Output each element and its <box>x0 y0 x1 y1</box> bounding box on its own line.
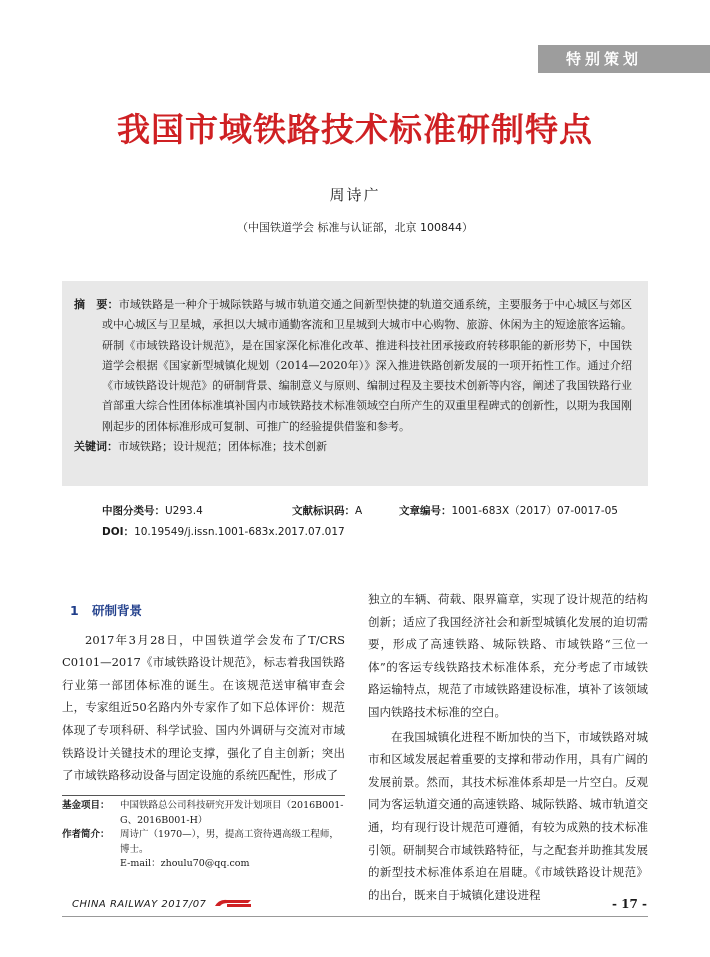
fund-row <box>62 799 345 828</box>
clc-label: 中图分类号： <box>102 505 165 517</box>
section-heading <box>62 600 345 623</box>
abstract-label: 摘 要： <box>74 298 119 311</box>
author-bio: 周诗广（1970—），男，提高工资待遇高级工程师，博士。 <box>120 829 339 855</box>
section-title: 研制背景 <box>92 603 143 618</box>
body-paragraph: 独立的车辆、荷载、限界篇章，实现了设计规范的结构创新；适应了我国经济社会和新型城镇化发展的迫切需要，形成了高速铁路、城际铁路、市域铁路“三位一体”的客运专线铁路技术标准体系，充分考虑了市域铁路运输特点，规范了市域铁路建设标准，填补了该领域国内铁路技术标准的空白。 <box>368 592 648 719</box>
doc-code-value: A <box>355 505 363 517</box>
keywords-line <box>74 437 632 457</box>
author-bio-text <box>120 828 345 872</box>
section-tag: 特别策划 <box>538 45 710 73</box>
clc-value: U293.4 <box>165 505 203 517</box>
doc-code-label: 文献标识码： <box>292 505 355 517</box>
article-title: 我国市域铁路技术标准研制特点 <box>117 110 593 149</box>
author-bio-label: 作者简介： <box>62 829 110 841</box>
author-name: 周诗广 <box>329 186 381 204</box>
footer-journal: CHINA RAILWAY 2017/07 <box>72 899 207 910</box>
doi-field <box>102 524 345 539</box>
doc-code-field <box>292 503 362 518</box>
author-bio-row <box>62 828 345 872</box>
keywords-text: 市域铁路；设计规范；团体标准；技术创新 <box>118 440 327 454</box>
footnote <box>62 799 345 872</box>
body-column-right <box>368 588 648 906</box>
doi-value: 10.19549/j.issn.1001-683x.2017.07.017 <box>134 526 345 538</box>
section-number: 1 <box>70 603 79 618</box>
fund-text: 中国铁路总公司科技研究开发计划项目（2016B001-G、2016B001-H） <box>120 800 344 826</box>
keywords-label: 关键词： <box>74 440 118 454</box>
body-column-left <box>62 600 345 787</box>
abstract-paragraph <box>74 295 632 437</box>
article-number-field <box>399 503 618 518</box>
article-number-label: 文章编号： <box>399 505 452 517</box>
body-paragraph: 2017年3月28日，中国铁道学会发布了T/CRS C0101—2017《市域铁路设计规范》，标志着我国铁路行业第一部团体标准的诞生。在该规范送审稿审查会上，专家组近50名路内外专家作了如下总体评价：规范体现了专项科研、科学试验、国内外调研与交流对市域铁路设计关键技术的理论支撑，强化了自主创新；突出了市域铁路移动设备与固定设施的系统匹配性，形成了 <box>62 632 345 783</box>
abstract-box <box>62 281 648 486</box>
author-email: E-mail：zhoulu70@qq.com <box>120 858 250 870</box>
author-affiliation: （中国铁道学会 标准与认证部，北京 100844） <box>237 221 473 234</box>
body-paragraph: 在我国城镇化进程不断加快的当下，市域铁路对城市和区域发展起着重要的支撑和带动作用，具有广阔的发展前景。然而，其技术标准体系却是一片空白。反观同为客运轨道交通的高速铁路、城际铁路、城市轨道交通，均有现行设计规范可遵循，有较为成熟的技术标准引领。研制契合市域铁路特征，与之配套并助推其发展的新型技术标准体系迫在眉睫。《市域铁路设计规范》的出台，既来自于城镇化建设进程 <box>368 729 648 902</box>
page-number: - 17 - <box>612 897 648 911</box>
doi-label: DOI： <box>102 526 135 538</box>
fund-label: 基金项目： <box>62 800 110 811</box>
clc-field <box>102 503 203 518</box>
article-number-value: 1001-683X（2017）07-0017-05 <box>451 505 618 517</box>
abstract-text: 市域铁路是一种介于城际铁路与城市轨道交通之间新型快捷的轨道交通系统，主要服务于中心城区与郊区或中心城区与卫星城，承担以大城市通勤客流和卫星城到大城市中心购物、旅游、休闲为主的短途旅客运输。研制《市域铁路设计规范》，是在国家深化标准化改革、推进科技社团承接政府转移职能的新形势下，中国铁道学会根据《国家新型城镇化规划（2014—2020年）》深入推进铁路创新发展的一项开拓性工作。通过介绍《市域铁路设计规范》的研制背景、编制意义与原则、编制过程及主要技术创新等内容，阐述了我国铁路行业首部重大综合性团体标准填补国内市域铁路技术标准领域空白所产生的双重里程碑式的创新性，以期为我国刚刚起步的团体标准形成可复制、可推广的经验提供借鉴和参考。 <box>102 298 632 433</box>
journal-logo-icon <box>213 897 253 909</box>
footnote-divider <box>62 795 345 796</box>
